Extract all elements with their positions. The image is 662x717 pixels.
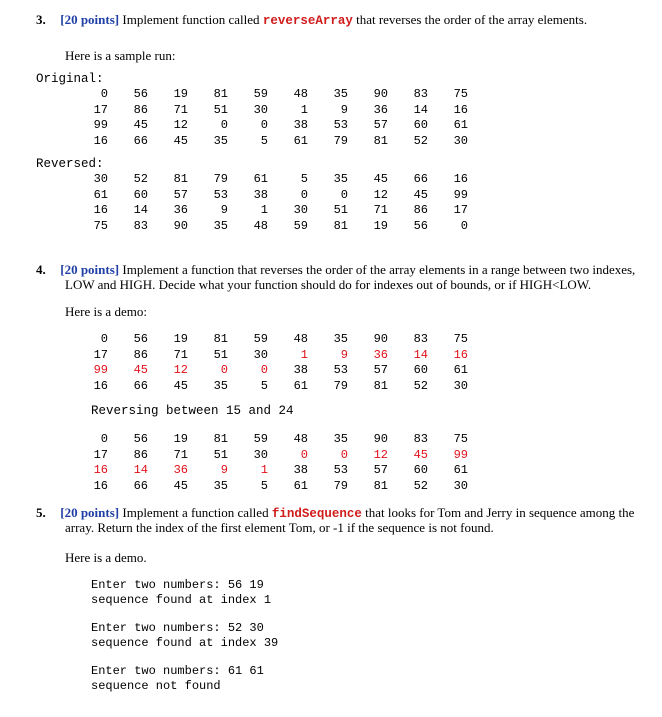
- grid-cell: 52: [133, 172, 148, 186]
- grid-cell: 45: [413, 447, 428, 462]
- q5-demo-3-result: sequence not found: [91, 679, 221, 693]
- grid-cell: 5: [260, 378, 268, 393]
- grid-cell: 5: [260, 133, 268, 148]
- grid-cell: 57: [373, 463, 388, 478]
- grid-cell: 90: [373, 87, 388, 101]
- grid-cell: 86: [133, 102, 148, 117]
- grid-cell: 75: [93, 218, 108, 233]
- grid-cell: 83: [133, 218, 148, 233]
- q3-text-before: Implement function called: [122, 12, 260, 27]
- grid-cell: 71: [373, 203, 388, 218]
- grid-cell: 53: [213, 187, 228, 202]
- grid-cell: 45: [373, 172, 388, 186]
- grid-cell: 86: [413, 203, 428, 218]
- grid-cell: 61: [93, 187, 108, 202]
- q5-demo-1-prompt: Enter two numbers: 56 19: [91, 578, 264, 592]
- grid-cell: 81: [373, 478, 388, 493]
- grid-cell: 53: [333, 118, 348, 133]
- grid-cell: 30: [453, 378, 468, 393]
- grid-cell: 35: [333, 172, 348, 186]
- grid-cell: 60: [413, 363, 428, 378]
- q5-text-after: that looks for Tom and Jerry in sequence among the: [365, 505, 635, 520]
- grid-cell: 36: [173, 203, 188, 218]
- grid-cell: 0: [100, 332, 108, 346]
- grid-cell: 45: [173, 133, 188, 148]
- grid-cell: 51: [213, 102, 228, 117]
- grid-cell: 57: [173, 187, 188, 202]
- grid-cell: 90: [373, 432, 388, 446]
- grid-cell: 61: [293, 478, 308, 493]
- grid-cell: 83: [413, 432, 428, 446]
- grid-cell: 61: [293, 133, 308, 148]
- grid-cell: 79: [213, 172, 228, 186]
- grid-cell: 60: [413, 118, 428, 133]
- q5-demo-2-result: sequence found at index 39: [91, 636, 279, 650]
- grid-cell: 71: [173, 102, 188, 117]
- q4-number: 4.: [36, 262, 46, 277]
- q4-line1: Implement a function that reverses the order of the array elements in a range between two indexes,: [122, 262, 636, 277]
- q4-reversing-text: Reversing between 15 and 24: [91, 404, 294, 418]
- grid-cell: 99: [93, 363, 108, 378]
- grid-cell: 30: [253, 347, 268, 362]
- grid-cell: 35: [333, 432, 348, 446]
- grid-cell: 0: [460, 218, 468, 233]
- grid-cell: 71: [173, 347, 188, 362]
- grid-cell: 90: [373, 332, 388, 346]
- grid-cell: 59: [253, 332, 268, 346]
- q3-reversed-grid: [74, 172, 468, 234]
- grid-cell: 86: [133, 447, 148, 462]
- q4-heading: [36, 262, 635, 278]
- grid-cell: 19: [373, 218, 388, 233]
- grid-cell: 57: [373, 363, 388, 378]
- q4-line2: LOW and HIGH. Decide what your function should do for indexes out of bounds, or if HIGH<LOW.: [65, 277, 592, 292]
- grid-cell: 59: [253, 432, 268, 446]
- grid-cell: 35: [213, 133, 228, 148]
- grid-cell: 45: [173, 478, 188, 493]
- grid-row: [74, 463, 468, 479]
- q3-reversed-label: Reversed:: [36, 157, 104, 171]
- grid-cell: 66: [133, 378, 148, 393]
- q4-demo-intro: Here is a demo:: [65, 304, 147, 319]
- grid-cell: 30: [253, 102, 268, 117]
- grid-cell: 0: [340, 447, 348, 462]
- grid-cell: 56: [133, 432, 148, 446]
- grid-cell: 30: [93, 172, 108, 186]
- grid-cell: 1: [300, 102, 308, 117]
- grid-cell: 81: [373, 378, 388, 393]
- grid-cell: 16: [453, 172, 468, 186]
- q5-demo-intro: Here is a demo.: [65, 550, 147, 565]
- grid-row: [74, 134, 468, 150]
- grid-cell: 61: [293, 378, 308, 393]
- grid-cell: 16: [93, 203, 108, 218]
- grid-cell: 30: [453, 133, 468, 148]
- grid-row: [74, 448, 468, 464]
- grid-cell: 1: [260, 463, 268, 478]
- grid-cell: 17: [453, 203, 468, 218]
- grid-cell: 61: [453, 363, 468, 378]
- grid-cell: 17: [93, 447, 108, 462]
- grid-cell: 38: [293, 118, 308, 133]
- grid-cell: 17: [93, 102, 108, 117]
- grid-cell: 45: [413, 187, 428, 202]
- grid-cell: 0: [220, 363, 228, 378]
- grid-cell: 56: [133, 87, 148, 101]
- grid-cell: 51: [213, 347, 228, 362]
- grid-cell: 51: [213, 447, 228, 462]
- q5-line2: array. Return the index of the first element Tom, or -1 if the sequence is not found.: [65, 520, 494, 535]
- grid-cell: 16: [93, 478, 108, 493]
- grid-cell: 0: [260, 363, 268, 378]
- grid-cell: 86: [133, 347, 148, 362]
- grid-row: [74, 203, 468, 219]
- grid-cell: 35: [213, 378, 228, 393]
- grid-cell: 71: [173, 447, 188, 462]
- grid-cell: 12: [173, 363, 188, 378]
- q3-number: 3.: [36, 12, 46, 27]
- grid-cell: 35: [213, 478, 228, 493]
- grid-cell: 81: [213, 87, 228, 101]
- grid-row: [74, 118, 468, 134]
- q3-sample-intro: Here is a sample run:: [65, 48, 176, 63]
- q5-number: 5.: [36, 505, 46, 520]
- grid-cell: 16: [453, 102, 468, 117]
- grid-cell: 81: [213, 332, 228, 346]
- grid-cell: 59: [293, 218, 308, 233]
- grid-cell: 56: [133, 332, 148, 346]
- q5-text-before: Implement a function called: [122, 505, 269, 520]
- grid-cell: 99: [93, 118, 108, 133]
- grid-cell: 30: [453, 478, 468, 493]
- q5-func-name: findSequence: [271, 507, 362, 521]
- grid-cell: 30: [253, 447, 268, 462]
- grid-cell: 60: [413, 463, 428, 478]
- grid-cell: 66: [413, 172, 428, 186]
- grid-cell: 61: [453, 463, 468, 478]
- grid-cell: 79: [333, 478, 348, 493]
- grid-cell: 81: [333, 218, 348, 233]
- grid-cell: 45: [133, 363, 148, 378]
- grid-cell: 75: [453, 332, 468, 346]
- grid-cell: 59: [253, 87, 268, 101]
- grid-row: [74, 87, 468, 103]
- grid-cell: 12: [373, 447, 388, 462]
- grid-row: [74, 479, 468, 495]
- q3-func-name: reverseArray: [262, 14, 353, 28]
- grid-cell: 14: [413, 347, 428, 362]
- grid-cell: 83: [413, 332, 428, 346]
- grid-cell: 16: [93, 463, 108, 478]
- grid-row: [74, 188, 468, 204]
- q4-before-grid: [74, 332, 468, 394]
- grid-cell: 19: [173, 87, 188, 101]
- grid-cell: 16: [93, 378, 108, 393]
- grid-cell: 90: [173, 218, 188, 233]
- grid-cell: 66: [133, 478, 148, 493]
- grid-cell: 14: [413, 102, 428, 117]
- grid-row: [74, 379, 468, 395]
- grid-row: [74, 432, 468, 448]
- grid-cell: 48: [293, 87, 308, 101]
- grid-cell: 51: [333, 203, 348, 218]
- grid-cell: 12: [373, 187, 388, 202]
- grid-row: [74, 348, 468, 364]
- grid-cell: 53: [333, 463, 348, 478]
- q5-heading: [36, 505, 634, 521]
- grid-cell: 52: [413, 478, 428, 493]
- grid-cell: 19: [173, 332, 188, 346]
- grid-cell: 66: [133, 133, 148, 148]
- grid-cell: 16: [453, 347, 468, 362]
- grid-cell: 81: [373, 133, 388, 148]
- grid-row: [74, 332, 468, 348]
- grid-cell: 17: [93, 347, 108, 362]
- grid-cell: 75: [453, 432, 468, 446]
- grid-cell: 52: [413, 378, 428, 393]
- grid-row: [74, 219, 468, 235]
- grid-cell: 38: [293, 463, 308, 478]
- q5-demo-3-prompt: Enter two numbers: 61 61: [91, 664, 264, 678]
- grid-row: [74, 103, 468, 119]
- grid-cell: 81: [173, 172, 188, 186]
- grid-cell: 57: [373, 118, 388, 133]
- grid-cell: 19: [173, 432, 188, 446]
- grid-cell: 48: [253, 218, 268, 233]
- grid-cell: 38: [253, 187, 268, 202]
- grid-cell: 0: [340, 187, 348, 202]
- grid-cell: 9: [340, 102, 348, 117]
- grid-cell: 53: [333, 363, 348, 378]
- grid-cell: 79: [333, 378, 348, 393]
- grid-cell: 5: [300, 172, 308, 186]
- grid-cell: 75: [453, 87, 468, 101]
- grid-row: [74, 363, 468, 379]
- grid-cell: 12: [173, 118, 188, 133]
- grid-cell: 81: [213, 432, 228, 446]
- grid-cell: 61: [253, 172, 268, 186]
- grid-cell: 99: [453, 447, 468, 462]
- grid-row: [74, 172, 468, 188]
- grid-cell: 35: [333, 332, 348, 346]
- grid-cell: 1: [300, 347, 308, 362]
- grid-cell: 61: [453, 118, 468, 133]
- grid-cell: 48: [293, 332, 308, 346]
- grid-cell: 0: [260, 118, 268, 133]
- grid-cell: 14: [133, 203, 148, 218]
- q4-after-grid: [74, 432, 468, 494]
- q5-points: [20 points]: [60, 505, 120, 520]
- grid-cell: 9: [220, 203, 228, 218]
- grid-cell: 30: [293, 203, 308, 218]
- grid-cell: 9: [220, 463, 228, 478]
- grid-cell: 14: [133, 463, 148, 478]
- grid-cell: 36: [373, 347, 388, 362]
- grid-cell: 5: [260, 478, 268, 493]
- grid-cell: 1: [260, 203, 268, 218]
- q5-demo-1-result: sequence found at index 1: [91, 593, 272, 607]
- grid-cell: 38: [293, 363, 308, 378]
- q3-original-label: Original:: [36, 72, 104, 86]
- q3-points: [20 points]: [60, 12, 120, 27]
- q3-text-after: that reverses the order of the array elements.: [356, 12, 588, 27]
- grid-cell: 48: [293, 432, 308, 446]
- grid-cell: 99: [453, 187, 468, 202]
- grid-cell: 0: [100, 87, 108, 101]
- grid-cell: 60: [133, 187, 148, 202]
- grid-cell: 0: [300, 187, 308, 202]
- grid-cell: 35: [213, 218, 228, 233]
- grid-cell: 83: [413, 87, 428, 101]
- q4-points: [20 points]: [60, 262, 120, 277]
- q5-demo-2-prompt: Enter two numbers: 52 30: [91, 621, 264, 635]
- grid-cell: 45: [173, 378, 188, 393]
- grid-cell: 36: [373, 102, 388, 117]
- q3-heading: [36, 12, 587, 28]
- grid-cell: 52: [413, 133, 428, 148]
- grid-cell: 0: [300, 447, 308, 462]
- grid-cell: 36: [173, 463, 188, 478]
- grid-cell: 0: [220, 118, 228, 133]
- grid-cell: 79: [333, 133, 348, 148]
- grid-cell: 35: [333, 87, 348, 101]
- grid-cell: 56: [413, 218, 428, 233]
- grid-cell: 0: [100, 432, 108, 446]
- grid-cell: 16: [93, 133, 108, 148]
- grid-cell: 9: [340, 347, 348, 362]
- grid-cell: 45: [133, 118, 148, 133]
- q3-original-grid: [74, 87, 468, 149]
